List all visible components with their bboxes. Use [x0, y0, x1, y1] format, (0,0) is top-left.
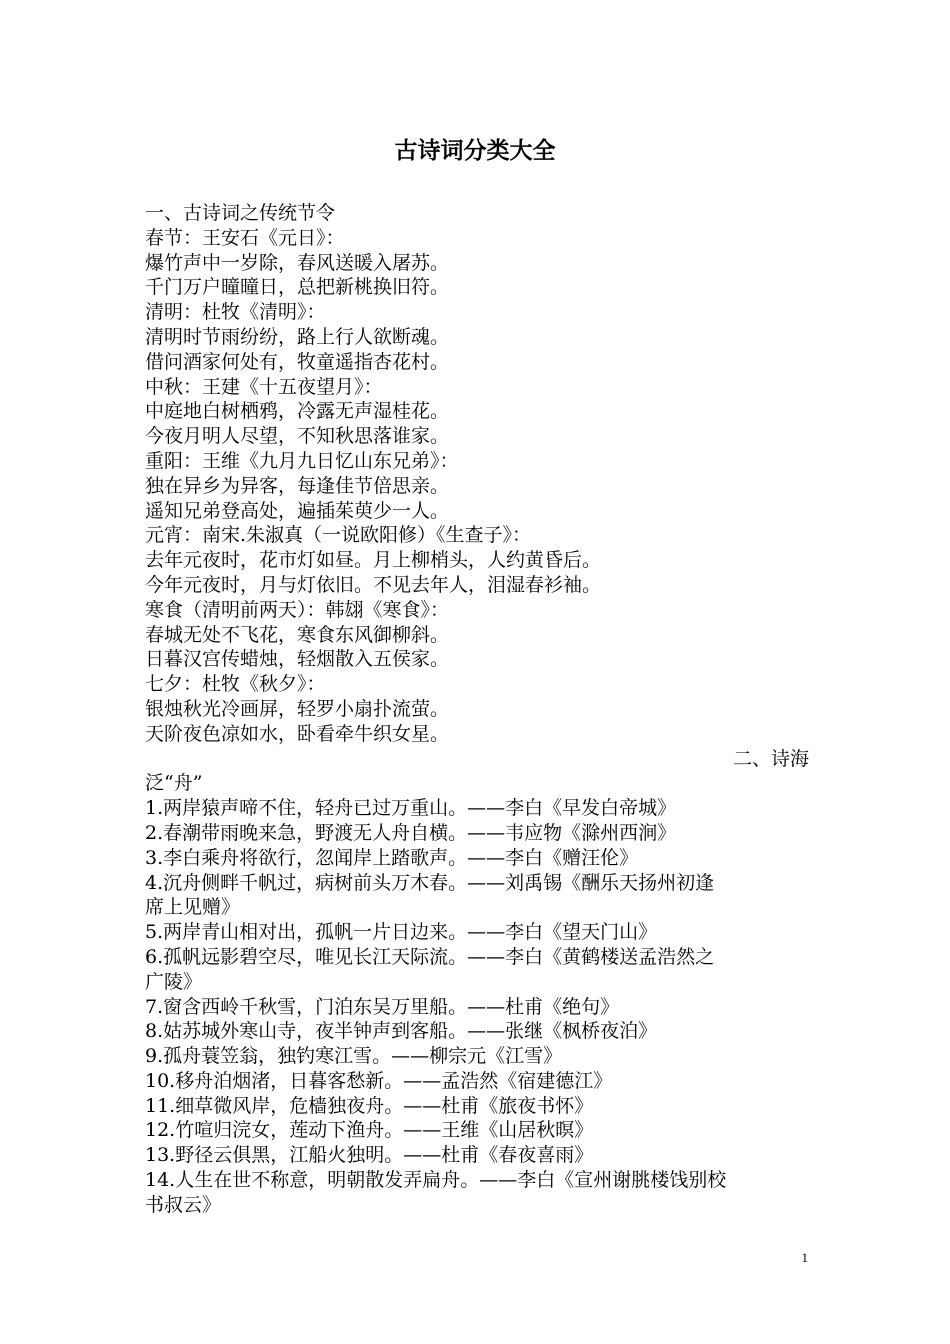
poem-heading-cold-food: 寒食（清明前两天）：韩翃《寒食》：: [145, 598, 450, 621]
poem-line: 借问酒家何处有，牧童遥指杏花村。: [145, 350, 450, 373]
list-item: 14.人生在世不称意，明朝散发弄扁舟。——李白《宣州谢朓楼饯别校: [145, 1169, 727, 1192]
section-heading-festivals: 一、古诗词之传统节令: [145, 202, 336, 224]
list-item: 13.野径云俱黑，江船火独明。——杜甫《春夜喜雨》: [145, 1144, 594, 1167]
list-item-continued: 书叔云》: [145, 1193, 222, 1216]
poem-line: 天阶夜色凉如水，卧看牵牛织女星。: [145, 722, 450, 745]
list-item: 7.窗含西岭千秋雪，门泊东吴万里船。——杜甫《绝句》: [145, 995, 620, 1018]
poem-heading-lantern: 元宵：南宋.朱淑真（一说欧阳修）《生查子》：: [145, 524, 532, 547]
list-item: 11.细草微风岸，危樯独夜舟。——杜甫《旅夜书怀》: [145, 1094, 594, 1117]
poem-heading-qixi: 七夕：杜牧《秋夕》：: [145, 673, 326, 696]
poem-line: 春城无处不飞花，寒食东风御柳斜。: [145, 623, 450, 646]
page-title: 古诗词分类大全: [394, 138, 556, 164]
poem-heading-spring-festival: 春节：王安石《元日》：: [145, 226, 345, 249]
poem-line: 爆竹声中一岁除，春风送暖入屠苏。: [145, 251, 450, 274]
list-item: 3.李白乘舟将欲行，忽闻岸上踏歌声。——李白《赠汪伦》: [145, 846, 639, 869]
poem-line: 日暮汉宫传蜡烛，轻烟散入五侯家。: [145, 648, 450, 671]
poem-heading-qingming: 清明：杜牧《清明》：: [145, 301, 326, 324]
page-number: 1: [801, 1250, 808, 1265]
list-item-continued: 广陵》: [145, 970, 203, 993]
list-item: 12.竹喧归浣女，莲动下渔舟。——王维《山居秋暝》: [145, 1119, 594, 1142]
list-item: 4.沉舟侧畔千帆过，病树前头万木春。——刘禹锡《酬乐天扬州初逢: [145, 871, 715, 894]
document-body: [145, 201, 809, 1218]
list-item: 10.移舟泊烟渚，日暮客愁新。——孟浩然《宿建德江》: [145, 1069, 613, 1092]
list-item: 9.孤舟蓑笠翁，独钓寒江雪。——柳宗元《江雪》: [145, 1045, 563, 1068]
poem-line: 千门万户曈曈日，总把新桃换旧符。: [145, 276, 450, 299]
poem-heading-mid-autumn: 中秋：王建《十五夜望月》：: [145, 375, 383, 398]
section-heading-boats-continued: 泛“舟”: [145, 772, 203, 795]
list-item: 1.两岸猿声啼不住，轻舟已过万重山。——李白《早发白帝城》: [145, 797, 677, 820]
list-item: 6.孤帆远影碧空尽，唯见长江天际流。——李白《黄鹤楼送孟浩然之: [145, 945, 715, 968]
poem-line: 清明时节雨纷纷，路上行人欲断魂。: [145, 325, 450, 348]
poem-line: 独在异乡为异客，每逢佳节倍思亲。: [145, 474, 450, 497]
poem-line: 去年元夜时，花市灯如昼。月上柳梢头，人约黄昏后。: [145, 549, 602, 572]
poem-line: 银烛秋光冷画屏，轻罗小扇扑流萤。: [145, 697, 450, 720]
poem-line: 遥知兄弟登高处，遍插茱萸少一人。: [145, 499, 450, 522]
poem-heading-double-ninth: 重阳：王维《九月九日忆山东兄弟》：: [145, 449, 459, 472]
section-heading-boats: 二、诗海: [732, 747, 809, 770]
poem-line: 今年元夜时，月与灯依旧。不见去年人，泪湿春衫袖。: [145, 573, 602, 596]
poem-line: 今夜月明人尽望，不知秋思落谁家。: [145, 425, 450, 448]
poem-line: 中庭地白树栖鸦，冷露无声湿桂花。: [145, 400, 450, 423]
list-item: 8.姑苏城外寒山寺，夜半钟声到客船。——张继《枫桥夜泊》: [145, 1020, 658, 1043]
list-item: 5.两岸青山相对出，孤帆一片日边来。——李白《望天门山》: [145, 921, 658, 944]
list-item: 2.春潮带雨晚来急，野渡无人舟自横。——韦应物《滁州西涧》: [145, 821, 677, 844]
list-item-continued: 席上见赠》: [145, 896, 241, 919]
